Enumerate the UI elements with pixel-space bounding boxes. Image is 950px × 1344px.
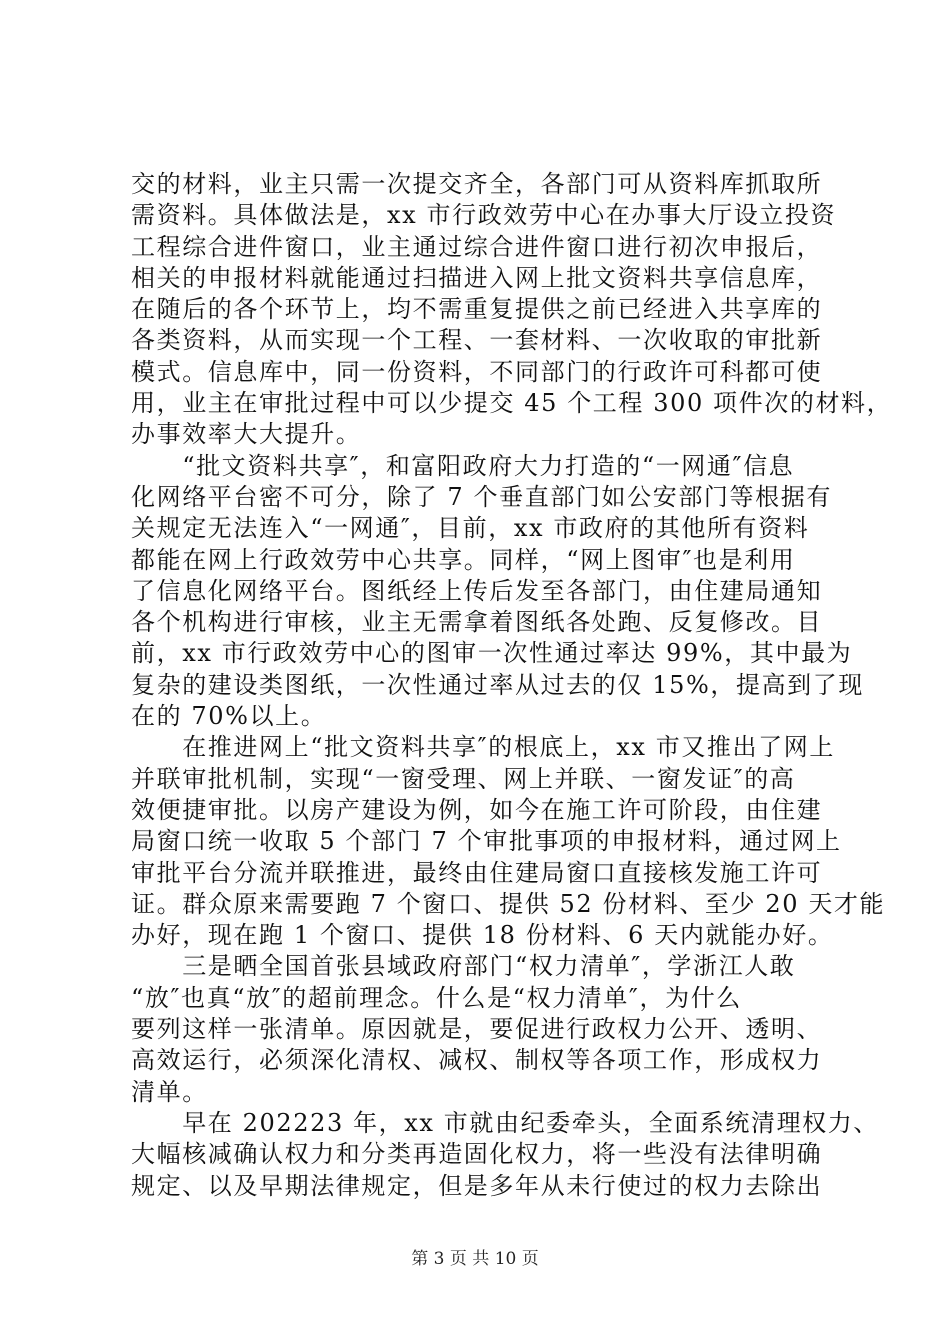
text-line: 都能在网上行政效劳中心共享。同样，“网上图审″也是利用 <box>131 545 796 574</box>
text-line: 各个机构进行审核，业主无需拿着图纸各处跑、反复修改。目 <box>131 608 823 637</box>
text-line: 办好，现在跑 1 个窗口、提供 18 份材料、6 天内就能办好。 <box>131 921 834 950</box>
text-line: 前，xx 市行政效劳中心的图审一次性通过率达 99%，其中最为 <box>131 639 853 668</box>
text-line: 关规定无法连入“一网通″，目前，xx 市政府的其他所有资料 <box>131 514 810 543</box>
text-line: 化网络平台密不可分，除了 7 个垂直部门如公安部门等根据有 <box>131 482 832 511</box>
text-line: 高效运行，必须深化清权、减权、制权等各项工作，形成权力 <box>131 1046 823 1075</box>
text-line: 清单。 <box>131 1077 208 1106</box>
text-line: 并联审批机制，实现“一窗受理、网上并联、一窗发证″的高 <box>131 764 796 793</box>
text-line: “放″也真“放″的超前理念。什么是“权力清单″，为什么 <box>131 983 742 1012</box>
text-line: 了信息化网络平台。图纸经上传后发至各部门，由住建局通知 <box>131 576 823 605</box>
text-line: 要列这样一张清单。原因就是，要促进行政权力公开、透明、 <box>131 1015 823 1044</box>
page-number-footer: 第 3 页 共 10 页 <box>411 1249 539 1269</box>
text-line: 在推进网上“批文资料共享″的根底上，xx 市又推出了网上 <box>131 733 835 762</box>
body-text <box>131 169 893 1202</box>
text-line: 相关的申报材料就能通过扫描进入网上批文资料共享信息库， <box>131 263 823 292</box>
text-line: 在的 70%以上。 <box>131 702 327 731</box>
text-line: 审批平台分流并联推进，最终由住建局窗口直接核发施工许可 <box>131 858 823 887</box>
text-line: 效便捷审批。以房产建设为例，如今在施工许可阶段，由住建 <box>131 795 823 824</box>
text-line: 复杂的建设类图纸，一次性通过率从过去的仅 15%，提高到了现 <box>131 670 864 699</box>
text-line: 交的材料，业主只需一次提交齐全，各部门可从资料库抓取所 <box>131 170 823 198</box>
text-line: 模式。信息库中，同一份资料，不同部门的行政许可科都可使 <box>131 357 823 386</box>
text-line: 规定、以及早期法律规定，但是多年从未行使过的权力去除出 <box>131 1171 823 1200</box>
text-line: 办事效率大大提升。 <box>131 420 362 449</box>
text-line: “批文资料共享″，和富阳政府大力打造的“一网通″信息 <box>131 451 795 480</box>
text-line: 在随后的各个环节上，均不需重复提供之前已经进入共享库的 <box>131 295 823 324</box>
text-line: 早在 202223 年，xx 市就由纪委牵头，全面系统清理权力、 <box>131 1108 879 1137</box>
text-line: 局窗口统一收取 5 个部门 7 个审批事项的申报材料，通过网上 <box>131 827 842 856</box>
text-line: 需资料。具体做法是，xx 市行政效劳中心在办事大厅设立投资 <box>131 201 837 230</box>
text-line: 工程综合进件窗口，业主通过综合进件窗口进行初次申报后， <box>131 232 823 261</box>
text-line: 用，业主在审批过程中可以少提交 45 个工程 300 项件次的材料， <box>131 389 893 418</box>
text-line: 大幅核减确认权力和分类再造固化权力，将一些没有法律明确 <box>131 1140 823 1169</box>
text-line: 各类资料，从而实现一个工程、一套材料、一次收取的审批新 <box>131 326 823 355</box>
text-line: 证。群众原来需要跑 7 个窗口、提供 52 份材料、至少 20 天才能 <box>131 889 886 918</box>
text-line: 三是晒全国首张县域政府部门“权力清单″，学浙江人敢 <box>131 952 796 981</box>
